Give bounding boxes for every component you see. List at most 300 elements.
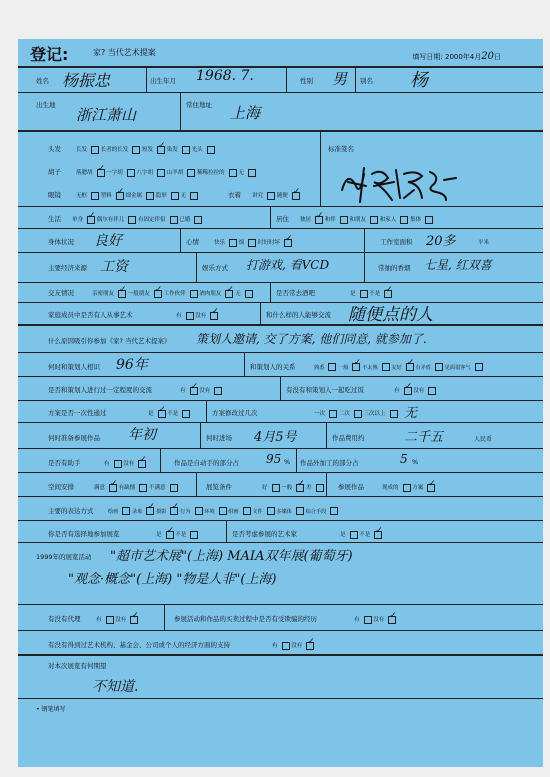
form-header <box>18 39 543 67</box>
beard-label: 胡子 <box>48 168 61 176</box>
checkbox[interactable] <box>267 192 275 200</box>
cheat-opt: 有 <box>354 617 360 623</box>
checkbox[interactable] <box>170 484 178 492</box>
res-opt: 独居 <box>300 217 312 223</box>
life-label: 生活 <box>48 215 61 223</box>
state-opt: 方案 <box>412 485 424 491</box>
consider-opt: 不是 <box>359 532 371 538</box>
checkbox[interactable] <box>91 192 99 200</box>
checkbox[interactable] <box>267 507 275 515</box>
sponsor-opt: 没有 <box>123 461 135 467</box>
income-value: 工资 <box>100 259 128 275</box>
rule <box>18 542 543 543</box>
checkbox[interactable] <box>428 387 436 395</box>
gender-value: 男 <box>332 70 348 88</box>
outsource-value: 5 <box>400 452 408 466</box>
alias-label: 别名 <box>360 77 373 85</box>
when-value: 96年 <box>116 357 148 373</box>
when-label: 何时和策划人相识 <box>48 363 100 371</box>
checkbox[interactable] <box>122 507 130 515</box>
family-options <box>176 311 218 320</box>
checkbox-checked[interactable] <box>158 410 166 418</box>
cond-opt: 一般 <box>281 485 293 491</box>
space-options <box>94 483 178 492</box>
checkbox[interactable] <box>425 216 433 224</box>
rule <box>18 352 543 353</box>
medium-opt: 环境 <box>204 508 215 515</box>
select-opt: 不是 <box>175 532 187 538</box>
rule <box>18 496 543 497</box>
checkbox[interactable] <box>435 363 443 371</box>
checkbox-checked[interactable] <box>166 531 174 539</box>
beard-opt: 八字胡 <box>136 170 154 176</box>
fill-date-day: 20 <box>481 51 494 62</box>
hair-opt: 染发 <box>166 147 178 153</box>
checkbox[interactable] <box>248 239 256 247</box>
checkbox[interactable] <box>390 410 398 418</box>
checkbox[interactable] <box>170 216 178 224</box>
divider <box>260 302 261 324</box>
agent-label: 有没有代理 <box>48 615 81 623</box>
checkbox[interactable] <box>146 192 154 200</box>
checkbox[interactable] <box>127 169 135 177</box>
checkbox[interactable] <box>330 507 338 515</box>
life-opt: 有固定伴侣 <box>138 217 166 223</box>
checkbox[interactable] <box>207 146 215 154</box>
divider <box>206 400 207 422</box>
life-options <box>72 215 202 224</box>
mood-options <box>214 238 292 247</box>
revise-opt: 二次 <box>338 411 350 417</box>
cig-value: 七星, 红双喜 <box>424 258 492 272</box>
agent-options <box>96 615 138 624</box>
checkbox-checked[interactable] <box>306 642 314 650</box>
dinner-opt: 没有 <box>413 388 425 394</box>
checkbox-checked[interactable] <box>404 387 412 395</box>
clothes-opt: 讲究 <box>252 193 264 199</box>
drink-opt: 是 <box>350 291 356 297</box>
exchange-opt: 没有 <box>199 388 211 394</box>
checkbox[interactable] <box>272 484 280 492</box>
divider <box>286 66 287 92</box>
medium-opt: 组画 <box>228 508 239 515</box>
arrive-label: 何时进场 <box>206 434 232 442</box>
rule <box>18 400 543 401</box>
select-opt: 是 <box>156 532 162 538</box>
sponsor-label: 是否有助手 <box>48 459 81 467</box>
cond-label: 展览条件 <box>206 483 232 491</box>
checkbox[interactable] <box>214 387 222 395</box>
birthplace-value: 浙江萧山 <box>76 106 137 124</box>
cond-options <box>262 483 324 492</box>
checkbox[interactable] <box>296 507 304 515</box>
rule <box>18 228 543 229</box>
divider <box>270 206 271 228</box>
res-opt: 和伴 <box>324 217 336 223</box>
divider <box>270 282 271 302</box>
beard-opt: 山羊胡 <box>166 170 184 176</box>
medium-opt: 文件 <box>252 508 263 515</box>
divider <box>146 66 147 92</box>
once-label: 方案是否一次性通过 <box>48 409 107 417</box>
divider <box>355 66 356 92</box>
cheat-opt: 没有 <box>373 617 385 623</box>
res-opt: 集体 <box>410 217 422 223</box>
checkbox-checked[interactable] <box>210 312 218 320</box>
revise-opt: 一次 <box>314 411 326 417</box>
footnote: • 钢笔填写 <box>36 706 66 713</box>
mood-opt: 烦 <box>238 240 245 246</box>
space-opt: 不满意 <box>149 485 166 491</box>
fun-label: 娱乐方式 <box>202 264 228 272</box>
rule <box>18 252 543 253</box>
family-label: 家庭成员中是否有人从事艺术 <box>48 311 133 319</box>
checkbox-checked[interactable] <box>146 507 154 515</box>
divider <box>196 252 197 282</box>
divider <box>326 422 327 448</box>
cond-opt: 好 <box>262 485 268 491</box>
revise-options <box>314 409 398 418</box>
mood-opt: 快乐 <box>214 240 226 246</box>
relation-opt: 有矛盾 <box>415 364 431 371</box>
checkbox[interactable] <box>364 616 372 624</box>
expect-label: 对本次展览有何期望 <box>48 662 107 670</box>
checkbox-checked[interactable] <box>284 239 292 247</box>
pct-sign: % <box>412 458 419 466</box>
space-opt: 满意 <box>94 485 106 491</box>
relation-opt: 一般 <box>338 364 349 371</box>
friends-label: 交友情况 <box>48 289 74 297</box>
exchange-opt: 有 <box>180 388 186 394</box>
cost-label: 作品费用约 <box>332 434 365 442</box>
expect-value: 不知道. <box>92 679 139 695</box>
state-label: 参展作品 <box>338 483 364 491</box>
checkbox[interactable] <box>190 531 198 539</box>
checkbox-checked[interactable] <box>190 387 198 395</box>
relation-opt: 不太熟 <box>362 364 378 371</box>
mood-opt: 时好时坏 <box>258 240 281 246</box>
checkbox[interactable] <box>91 146 99 154</box>
divider <box>296 448 297 472</box>
dinner-label: 有没有和策划人一起吃过饭 <box>286 386 364 394</box>
cost-unit: 人民币 <box>474 436 493 443</box>
self-label: 作品是自动手的部分占 <box>174 459 239 467</box>
cond-opt: 差 <box>306 485 312 491</box>
hair-opt: 短发 <box>142 147 154 153</box>
checkbox[interactable] <box>360 290 368 298</box>
checkbox[interactable] <box>190 192 198 200</box>
checkbox[interactable] <box>195 507 203 515</box>
studio-unit: 平米 <box>478 240 490 246</box>
hair-options <box>76 145 215 154</box>
glasses-options <box>76 191 198 200</box>
checkbox[interactable] <box>139 484 147 492</box>
checkbox-checked[interactable] <box>352 363 360 371</box>
revise-label: 方案修改过几次 <box>212 409 258 417</box>
fund-opt: 没有 <box>291 643 303 649</box>
health-value: 良好 <box>94 233 122 249</box>
checkbox-checked[interactable] <box>118 290 126 298</box>
alias-value: 杨 <box>410 70 428 91</box>
cheat-label: 参展活动和作品的买卖过程中是否有受欺骗的经历 <box>174 615 317 623</box>
friends-options <box>92 289 253 298</box>
checkbox[interactable] <box>229 239 237 247</box>
checkbox[interactable] <box>329 410 337 418</box>
checkbox-checked[interactable] <box>87 216 95 224</box>
signature-image <box>334 160 484 205</box>
beard-options <box>76 168 256 177</box>
checkbox[interactable] <box>229 169 237 177</box>
prepare-label: 何时准备参展作品 <box>48 434 100 442</box>
checkbox[interactable] <box>354 410 362 418</box>
clothes-options <box>252 191 300 200</box>
rule <box>18 206 543 207</box>
checkbox[interactable] <box>328 363 336 371</box>
res-opt: 和家人 <box>379 217 397 223</box>
glasses-opt: 细金属 <box>125 193 143 199</box>
checkbox-checked[interactable] <box>315 216 323 224</box>
select-options <box>156 530 198 539</box>
checkbox[interactable] <box>248 169 256 177</box>
divider <box>364 228 365 252</box>
glasses-opt: 无 <box>180 193 187 199</box>
residence-label: 常住地址 <box>186 101 212 109</box>
gender-label: 性别 <box>300 77 313 85</box>
divider <box>196 472 197 496</box>
state-options <box>382 483 435 492</box>
checkbox[interactable] <box>382 363 390 371</box>
rule <box>18 604 543 605</box>
checkbox-checked[interactable] <box>388 616 396 624</box>
checkbox-checked[interactable] <box>292 192 300 200</box>
checkbox[interactable] <box>219 507 227 515</box>
checkbox-checked[interactable] <box>138 460 146 468</box>
fund-opt: 有 <box>272 643 278 649</box>
checkbox-checked[interactable] <box>296 484 304 492</box>
divider <box>180 92 181 130</box>
life-opt: 已婚 <box>179 217 191 223</box>
medium-opt: 综合手段 <box>305 508 327 515</box>
friends-opt: 亲密朋友 <box>92 291 115 297</box>
checkbox[interactable] <box>400 216 408 224</box>
sponsor-options <box>104 459 146 468</box>
divider <box>320 130 321 206</box>
page-title: 登记: <box>30 45 69 64</box>
checkbox[interactable] <box>475 363 483 371</box>
divider <box>200 422 201 448</box>
divider <box>280 376 281 400</box>
consider-label: 是否考虑参展的艺术家 <box>232 530 297 538</box>
name-value: 杨振忠 <box>62 71 111 90</box>
checkbox[interactable] <box>114 460 122 468</box>
divider <box>164 604 165 630</box>
once-options <box>148 409 190 418</box>
beard-opt: 一字胡 <box>106 170 123 176</box>
checkbox[interactable] <box>350 531 358 539</box>
space-opt: 有缺憾 <box>118 485 136 491</box>
fill-date <box>412 51 501 62</box>
medium-opt: 摄影 <box>156 508 167 515</box>
checkbox-checked[interactable] <box>225 290 233 298</box>
shows-line2: "观念·概念"(上海) "物是人非"(上海) <box>68 572 277 587</box>
hair-opt: 光头 <box>191 147 203 153</box>
glasses-label: 眼镜 <box>48 191 61 199</box>
shows-line1: "超市艺术展"(上海) MAIA双年展(葡萄牙) <box>110 549 353 564</box>
divider <box>244 352 245 376</box>
rule <box>18 92 543 93</box>
residence-type-options <box>300 215 433 224</box>
sponsor-opt: 有 <box>104 461 110 467</box>
rule <box>18 654 543 656</box>
once-opt: 不是 <box>167 411 179 417</box>
glasses-opt: 隐形 <box>155 193 167 199</box>
checkbox[interactable] <box>171 192 179 200</box>
health-label: 身体状况 <box>48 238 74 246</box>
checkbox[interactable] <box>243 507 251 515</box>
relation-opt: 熟悉 <box>314 364 325 371</box>
relation-opt: 友好 <box>391 364 402 371</box>
medium-opt: 绘画 <box>108 508 119 515</box>
birthplace-label: 出生地 <box>36 101 56 109</box>
checkbox-checked[interactable] <box>109 484 117 492</box>
cheat-options <box>354 615 396 624</box>
birth-value: 1968. 7. <box>196 68 254 84</box>
relation-label: 和策划人的关系 <box>250 363 296 371</box>
medium-label: 主要的表达方式 <box>48 507 94 515</box>
family-opt: 有 <box>176 313 182 319</box>
checkbox[interactable] <box>282 642 290 650</box>
revise-value: 无 <box>404 406 418 421</box>
checkbox[interactable] <box>187 169 195 177</box>
life-opt: 单身 <box>72 217 84 223</box>
agent-opt: 没有 <box>115 617 127 623</box>
divider <box>160 448 161 472</box>
fund-label: 有没有得到过艺术机构、基金会、公司或个人的经济方面的支持 <box>48 641 230 649</box>
checkbox[interactable] <box>182 410 190 418</box>
space-label: 空间安排 <box>48 483 74 491</box>
checkbox[interactable] <box>403 484 411 492</box>
checkbox[interactable] <box>245 290 253 298</box>
friends-opt: 酒肉朋友 <box>199 291 222 297</box>
checkbox[interactable] <box>186 312 194 320</box>
clothes-label: 衣着 <box>228 191 241 199</box>
family-opt: 没有 <box>195 313 207 319</box>
life-opt: 偶尔有伴儿 <box>96 217 125 223</box>
rule <box>18 422 543 423</box>
checkbox-checked[interactable] <box>427 484 435 492</box>
drink-label: 是否常去酒吧 <box>276 289 315 297</box>
checkbox-checked[interactable] <box>406 363 414 371</box>
state-opt: 现成的 <box>382 485 399 491</box>
exchange-label: 是否和策划人进行过一定程度的交流 <box>48 386 152 394</box>
rule <box>18 472 543 473</box>
friends-opt: 工作伙伴 <box>163 291 186 297</box>
glasses-opt: 塑料 <box>100 193 112 199</box>
medium-opt: 行为 <box>180 508 191 515</box>
rule <box>18 130 543 132</box>
divider <box>326 472 327 496</box>
cig-label: 常抽的香烟 <box>378 264 411 272</box>
checkbox-checked[interactable] <box>154 290 162 298</box>
medium-options <box>108 507 338 515</box>
checkbox[interactable] <box>106 616 114 624</box>
consider-options <box>340 530 382 539</box>
medium-opt: 多媒体 <box>276 508 292 515</box>
why-value: 策划人邀请, 交了方案, 他们同意, 就参加了. <box>196 332 427 346</box>
divider <box>226 520 227 542</box>
beard-opt: 稀稀拉拉的 <box>197 170 225 176</box>
checkbox-checked[interactable] <box>130 616 138 624</box>
page-subtitle: 家? 当代艺术提案 <box>93 48 156 57</box>
checkbox[interactable] <box>370 216 378 224</box>
checkbox[interactable] <box>190 290 198 298</box>
birth-label: 出生年月 <box>150 77 176 85</box>
name-label: 姓名 <box>36 77 49 85</box>
rule <box>18 302 543 303</box>
checkbox[interactable] <box>194 216 202 224</box>
hair-opt: 长者的长发 <box>100 147 129 153</box>
checkbox-checked[interactable] <box>97 169 105 177</box>
select-label: 你是否有选择地参加展览 <box>48 530 120 538</box>
checkbox[interactable] <box>132 146 140 154</box>
friends-opt: 一般朋友 <box>127 291 150 297</box>
rule <box>18 698 543 699</box>
checkbox-checked[interactable] <box>170 507 178 515</box>
checkbox-checked[interactable] <box>116 192 124 200</box>
arrive-value: 4月5号 <box>254 430 297 445</box>
checkbox[interactable] <box>157 169 165 177</box>
divider <box>180 228 181 252</box>
clothes-opt: 随便 <box>276 193 288 199</box>
checkbox-checked[interactable] <box>374 531 382 539</box>
agree-label: 和什么样的人能够交流 <box>266 311 331 319</box>
checkbox-checked[interactable] <box>384 290 392 298</box>
friends-opt: 无 <box>235 291 241 297</box>
cost-value: 二千五 <box>404 430 444 445</box>
fill-date-suffix: 日 <box>494 53 501 61</box>
agree-value: 随便点的人 <box>348 305 433 325</box>
prepare-value: 年初 <box>128 427 156 443</box>
checkbox[interactable] <box>340 216 348 224</box>
beard-opt: 无 <box>238 170 244 176</box>
hair-opt: 长发 <box>76 147 88 153</box>
signature-label: 标准签名 <box>328 145 354 153</box>
rule <box>18 448 543 449</box>
medium-opt: 录象 <box>132 508 143 515</box>
checkbox-checked[interactable] <box>157 146 165 154</box>
income-label: 主要经济来源 <box>48 264 87 272</box>
dinner-opt: 有 <box>394 388 400 394</box>
rule <box>18 282 543 283</box>
rule <box>18 630 543 631</box>
res-opt: 和朋友 <box>349 217 367 223</box>
checkbox[interactable] <box>316 484 324 492</box>
fun-value: 打游戏, 看VCD <box>246 258 330 272</box>
why-label: 什么原因吸引你参加《家? 当代艺术提案》 <box>48 337 171 345</box>
divider <box>364 252 365 282</box>
relation-options <box>314 363 483 371</box>
dinner-options <box>394 386 436 395</box>
checkbox[interactable] <box>182 146 190 154</box>
outsource-label: 作品外加工的部分占 <box>300 459 359 467</box>
mood-label: 心情 <box>186 238 199 246</box>
checkbox[interactable] <box>128 216 136 224</box>
residence-value: 上海 <box>230 104 261 122</box>
relation-opt: 见面很客气 <box>444 364 471 371</box>
hair-label: 头发 <box>48 145 61 153</box>
rule <box>18 520 543 521</box>
studio-value: 20多 <box>426 234 456 249</box>
